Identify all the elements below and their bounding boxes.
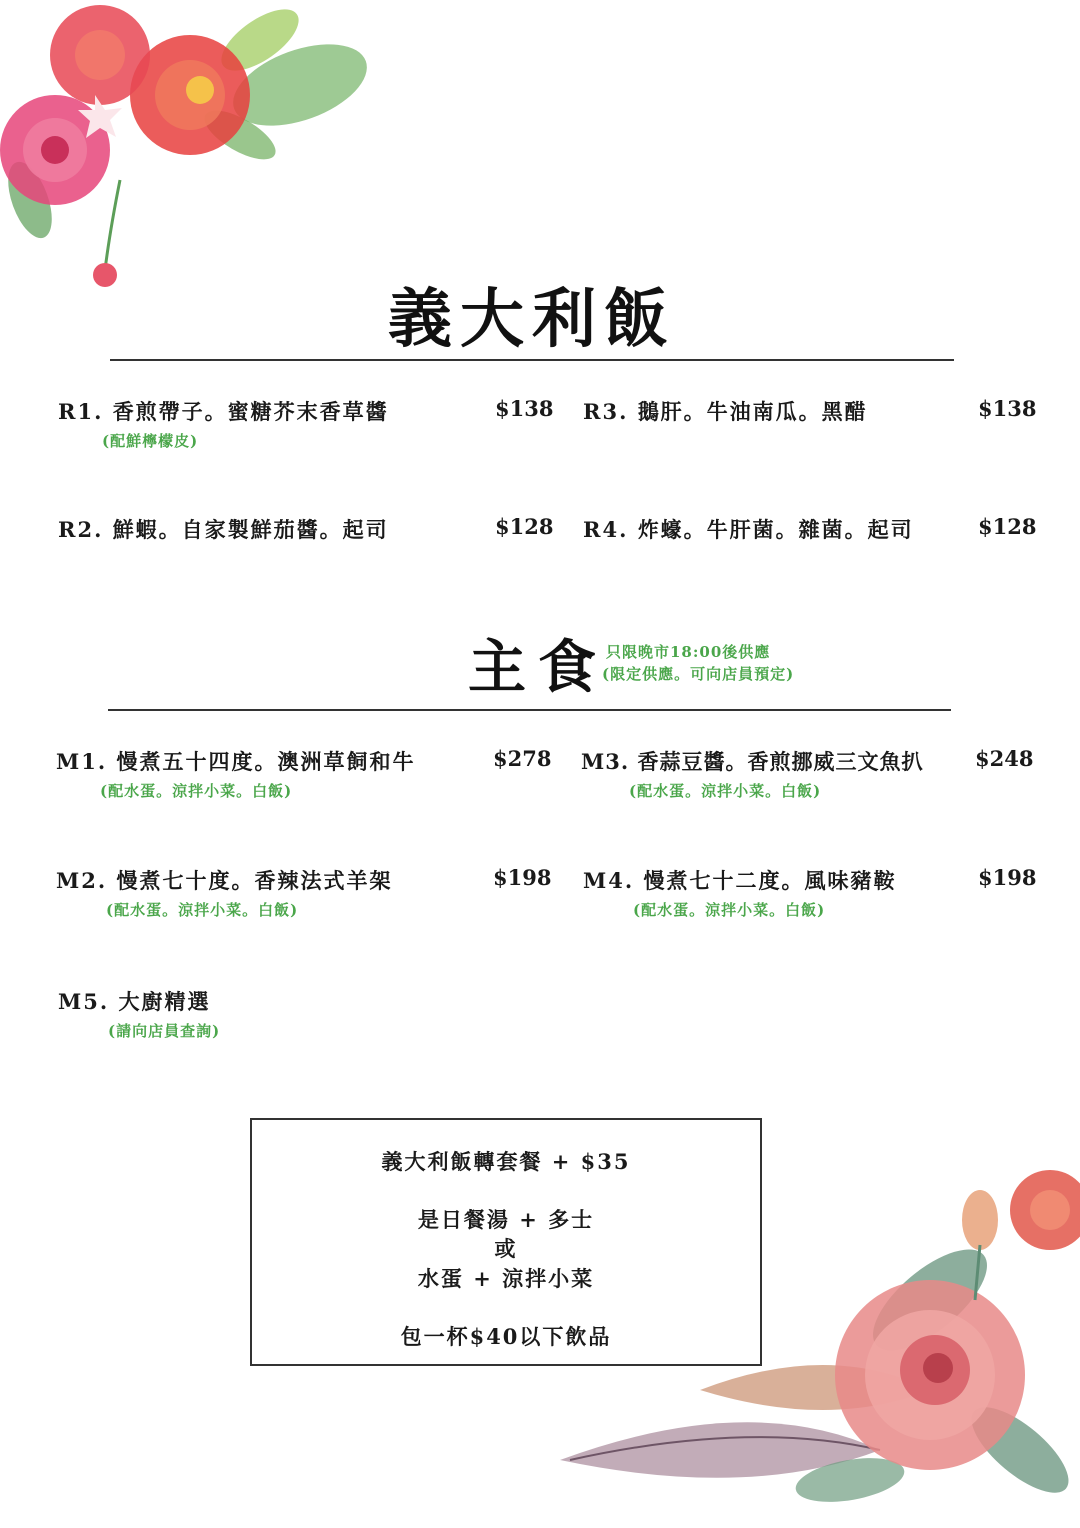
menu-item-r2 [58,514,389,544]
item-note: (配鮮檸檬皮) [102,432,199,450]
item-note: (配水蛋。涼拌小菜。白飯) [629,782,822,800]
menu-item-m5 [58,986,220,1041]
menu-item-r2-line [58,514,389,544]
divider-risotto [110,359,954,361]
item-note: (配水蛋。涼拌小菜。白飯) [106,901,299,919]
menu-item-m2 [56,865,392,920]
item-name: 慢煮五十四度。澳洲草飼和牛 [116,749,416,774]
menu-item-r4 [583,514,914,544]
mains-availability-note: 只限晚市18:00後供應 [606,643,771,661]
menu-item-r1-line [58,396,389,426]
item-price-r4: $128 [978,514,1037,539]
item-note: (配水蛋。涼拌小菜。白飯) [100,782,293,800]
menu-item-r3-line [583,396,868,426]
section-title-risotto: 義大利飯 [388,282,676,357]
item-code: M4. [583,868,635,893]
menu-item-m3-line [581,746,923,776]
menu-item-m5-line [58,986,220,1016]
item-price-m3: $248 [975,746,1034,771]
item-price-r1: $138 [495,396,554,421]
menu-item-r3 [583,396,868,426]
menu-item-m4-line [583,865,896,895]
item-code: M3. [581,749,630,774]
item-name: 大廚精選 [118,989,211,1014]
divider-mains [108,709,951,711]
item-name: 慢煮七十度。香辣法式羊架 [116,868,393,893]
item-price-r3: $138 [978,396,1037,421]
menu-item-r4-line [583,514,914,544]
item-name: 慢煮七十二度。風味豬鞍 [643,868,897,893]
set-meal-or: 或 [494,1236,518,1261]
section-title-mains: 主食 [468,633,609,701]
menu-item-r1 [58,396,389,451]
item-name: 炸蠔。牛肝菌。雜菌。起司 [637,517,914,542]
set-meal-box [250,1118,762,1366]
item-price-m4: $198 [978,865,1037,890]
menu-item-m1-line [56,746,415,776]
item-code: M1. [56,749,108,774]
item-name: 鵝肝。牛油南瓜。黑醋 [637,399,868,424]
floral-top-left-decoration [0,0,390,300]
set-meal-drink: 包一杯$40以下飲品 [400,1324,612,1349]
item-note: (配水蛋。涼拌小菜。白飯) [633,901,826,919]
item-name: 香蒜豆醬。香煎挪威三文魚扒 [637,749,924,774]
set-meal-option-1: 是日餐湯 + 多士 [417,1207,595,1232]
item-name: 香煎帶子。蜜糖芥末香草醬 [112,399,389,424]
item-price-m2: $198 [493,865,552,890]
item-code: R4. [583,517,629,542]
set-meal-option-2: 水蛋 + 涼拌小菜 [417,1266,595,1291]
menu-item-m2-line [56,865,392,895]
set-meal-upgrade: 義大利飯轉套餐 + $35 [381,1149,631,1174]
menu-item-m4 [583,865,896,920]
item-code: M2. [56,868,108,893]
item-code: R2. [58,517,104,542]
item-code: R3. [583,399,629,424]
item-price-r2: $128 [495,514,554,539]
item-code: R1. [58,399,104,424]
item-name: 鮮蝦。自家製鮮茄醬。起司 [112,517,389,542]
menu-item-m1 [56,746,415,801]
mains-reservation-note: (限定供應。可向店員預定) [602,665,795,683]
menu-item-m3 [581,746,923,801]
item-code: M5. [58,989,110,1014]
item-price-m1: $278 [493,746,552,771]
item-note: (請向店員查詢) [108,1022,221,1040]
